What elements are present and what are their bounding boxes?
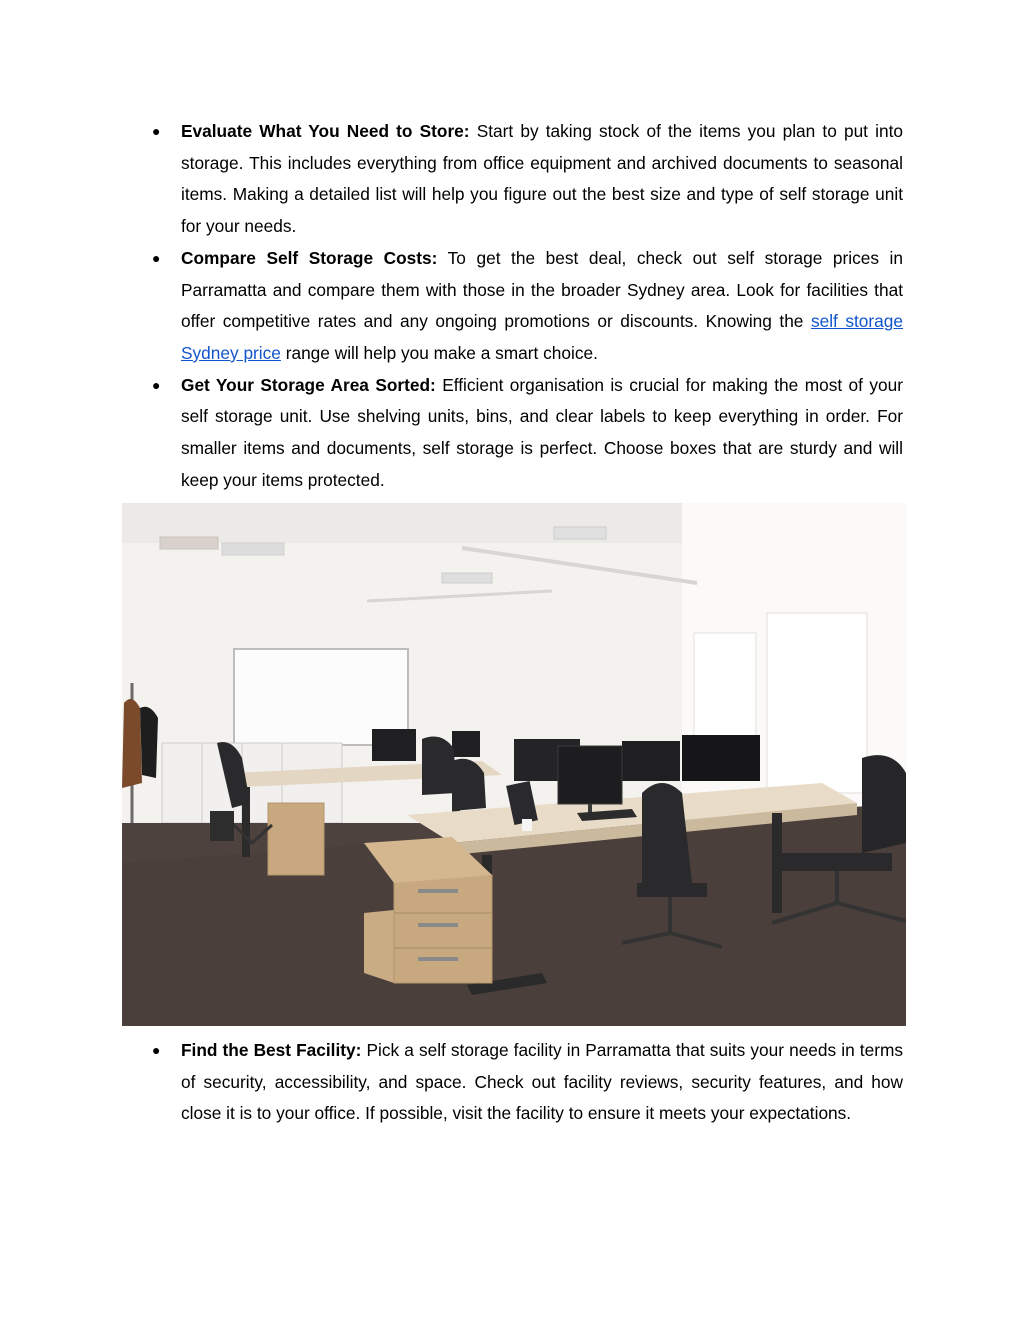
bullet-dot: ● [152, 123, 161, 139]
item-text: Start by taking stock of the items you plan to put into storage. This includes everything from office equipment and archived documents to seasonal items. Making a detailed list will help you figure out the best size and type of self storage unit for your needs. [181, 121, 903, 237]
item-heading: Find the Best Facility: [181, 1040, 362, 1060]
list-item-evaluate [152, 116, 903, 243]
bullet-dot: ● [152, 249, 161, 266]
item-text-after-link: range will help you make a smart choice. [280, 342, 598, 363]
self-storage-price-link[interactable]: self storage Sydney price [181, 311, 904, 363]
bullet-list-top [0, 116, 1024, 496]
list-item-best-facility [152, 1035, 903, 1130]
bullet-list-bottom [0, 1035, 1024, 1130]
list-item-compare-costs [152, 243, 904, 370]
item-heading: Evaluate What You Need to Store: [181, 121, 470, 141]
office-photo [122, 503, 906, 1026]
item-text: Pick a self storage facility in Parramatta that suits your needs in terms of security, accessibility, and space. Check out facility reviews, security features, and how close it is to your office. If possible, visit the facility to ensure it meets your expectations. [181, 1040, 903, 1124]
item-text: Efficient organisation is crucial for making the most of your self storage unit. Use shelving units, bins, and clear labels to keep everything in order. For smaller items and documents, self storage is perfect. Choose boxes that are sturdy and will keep your items protected. [181, 374, 903, 490]
list-item-storage-area [152, 370, 903, 497]
item-text: To get the best deal, check out self storage prices in Parramatta and compare them with those in the broader Sydney area. Look for facilities that offer competitive rates and any ongoing promotions or discounts. Knowing the [181, 247, 903, 332]
item-heading: Get Your Storage Area Sorted: [181, 374, 436, 395]
bullet-dot: ● [152, 376, 161, 393]
item-heading: Compare Self Storage Costs: [181, 247, 438, 268]
bullet-dot: ● [152, 1042, 161, 1058]
